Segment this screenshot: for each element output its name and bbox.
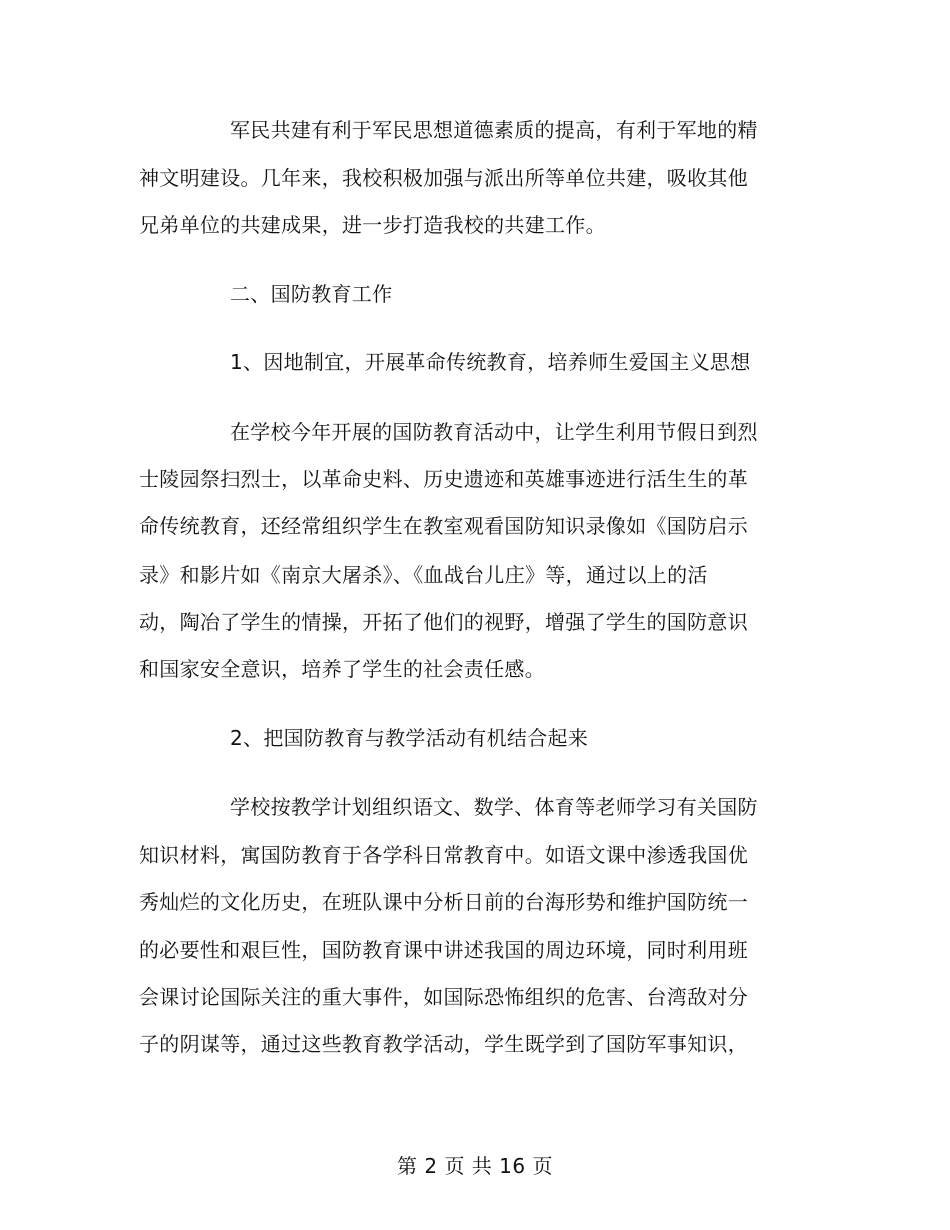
paragraph-line: 兄弟单位的共建成果，进一步打造我校的共建工作。 [139,213,606,237]
paragraph-line: 知识材料，寓国防教育于各学科日常教育中。如语文课中渗透我国优 [139,843,748,867]
paragraph-line: 子的阴谋等，通过这些教育教学活动，学生既学到了国防军事知识， [139,1032,748,1056]
page-number-footer: 第 2 页 共 16 页 [397,1154,553,1178]
section-heading: 二、国防教育工作 [230,282,393,306]
paragraph-line: 学校按教学计划组织语文、数学、体育等老师学习有关国防 [230,795,758,819]
paragraph-line: 录》和影片如《南京大屠杀》、《血战台儿庄》等，通过以上的活 [139,563,708,587]
subsection-heading: 1、因地制宜，开展革命传统教育，培养师生爱国主义思想 [230,350,751,374]
paragraph-line: 动，陶冶了学生的情操，开拓了他们的视野，增强了学生的国防意识 [139,610,748,634]
subsection-heading: 2、把国防教育与教学活动有机结合起来 [230,726,589,750]
paragraph-line: 军民共建有利于军民思想道德素质的提高，有利于军地的精 [230,118,758,142]
paragraph-line: 在学校今年开展的国防教育活动中，让学生利用节假日到烈 [230,420,758,444]
paragraph-line: 命传统教育，还经常组织学生在教室观看国防知识录像如《国防启示 [139,514,748,538]
paragraph-line: 和国家安全意识，培养了学生的社会责任感。 [139,657,545,681]
paragraph-line: 秀灿烂的文化历史，在班队课中分析日前的台海形势和维护国防统一 [139,890,748,914]
paragraph-line: 神文明建设。几年来，我校积极加强与派出所等单位共建，吸收其他 [139,166,748,190]
paragraph-line: 士陵园祭扫烈士，以革命史料、历史遗迹和英雄事迹进行活生生的革 [139,467,748,491]
paragraph-line: 的必要性和艰巨性，国防教育课中讲述我国的周边环境，同时利用班 [139,938,748,962]
paragraph-line: 会课讨论国际关注的重大事件，如国际恐怖组织的危害、台湾敌对分 [139,985,748,1009]
